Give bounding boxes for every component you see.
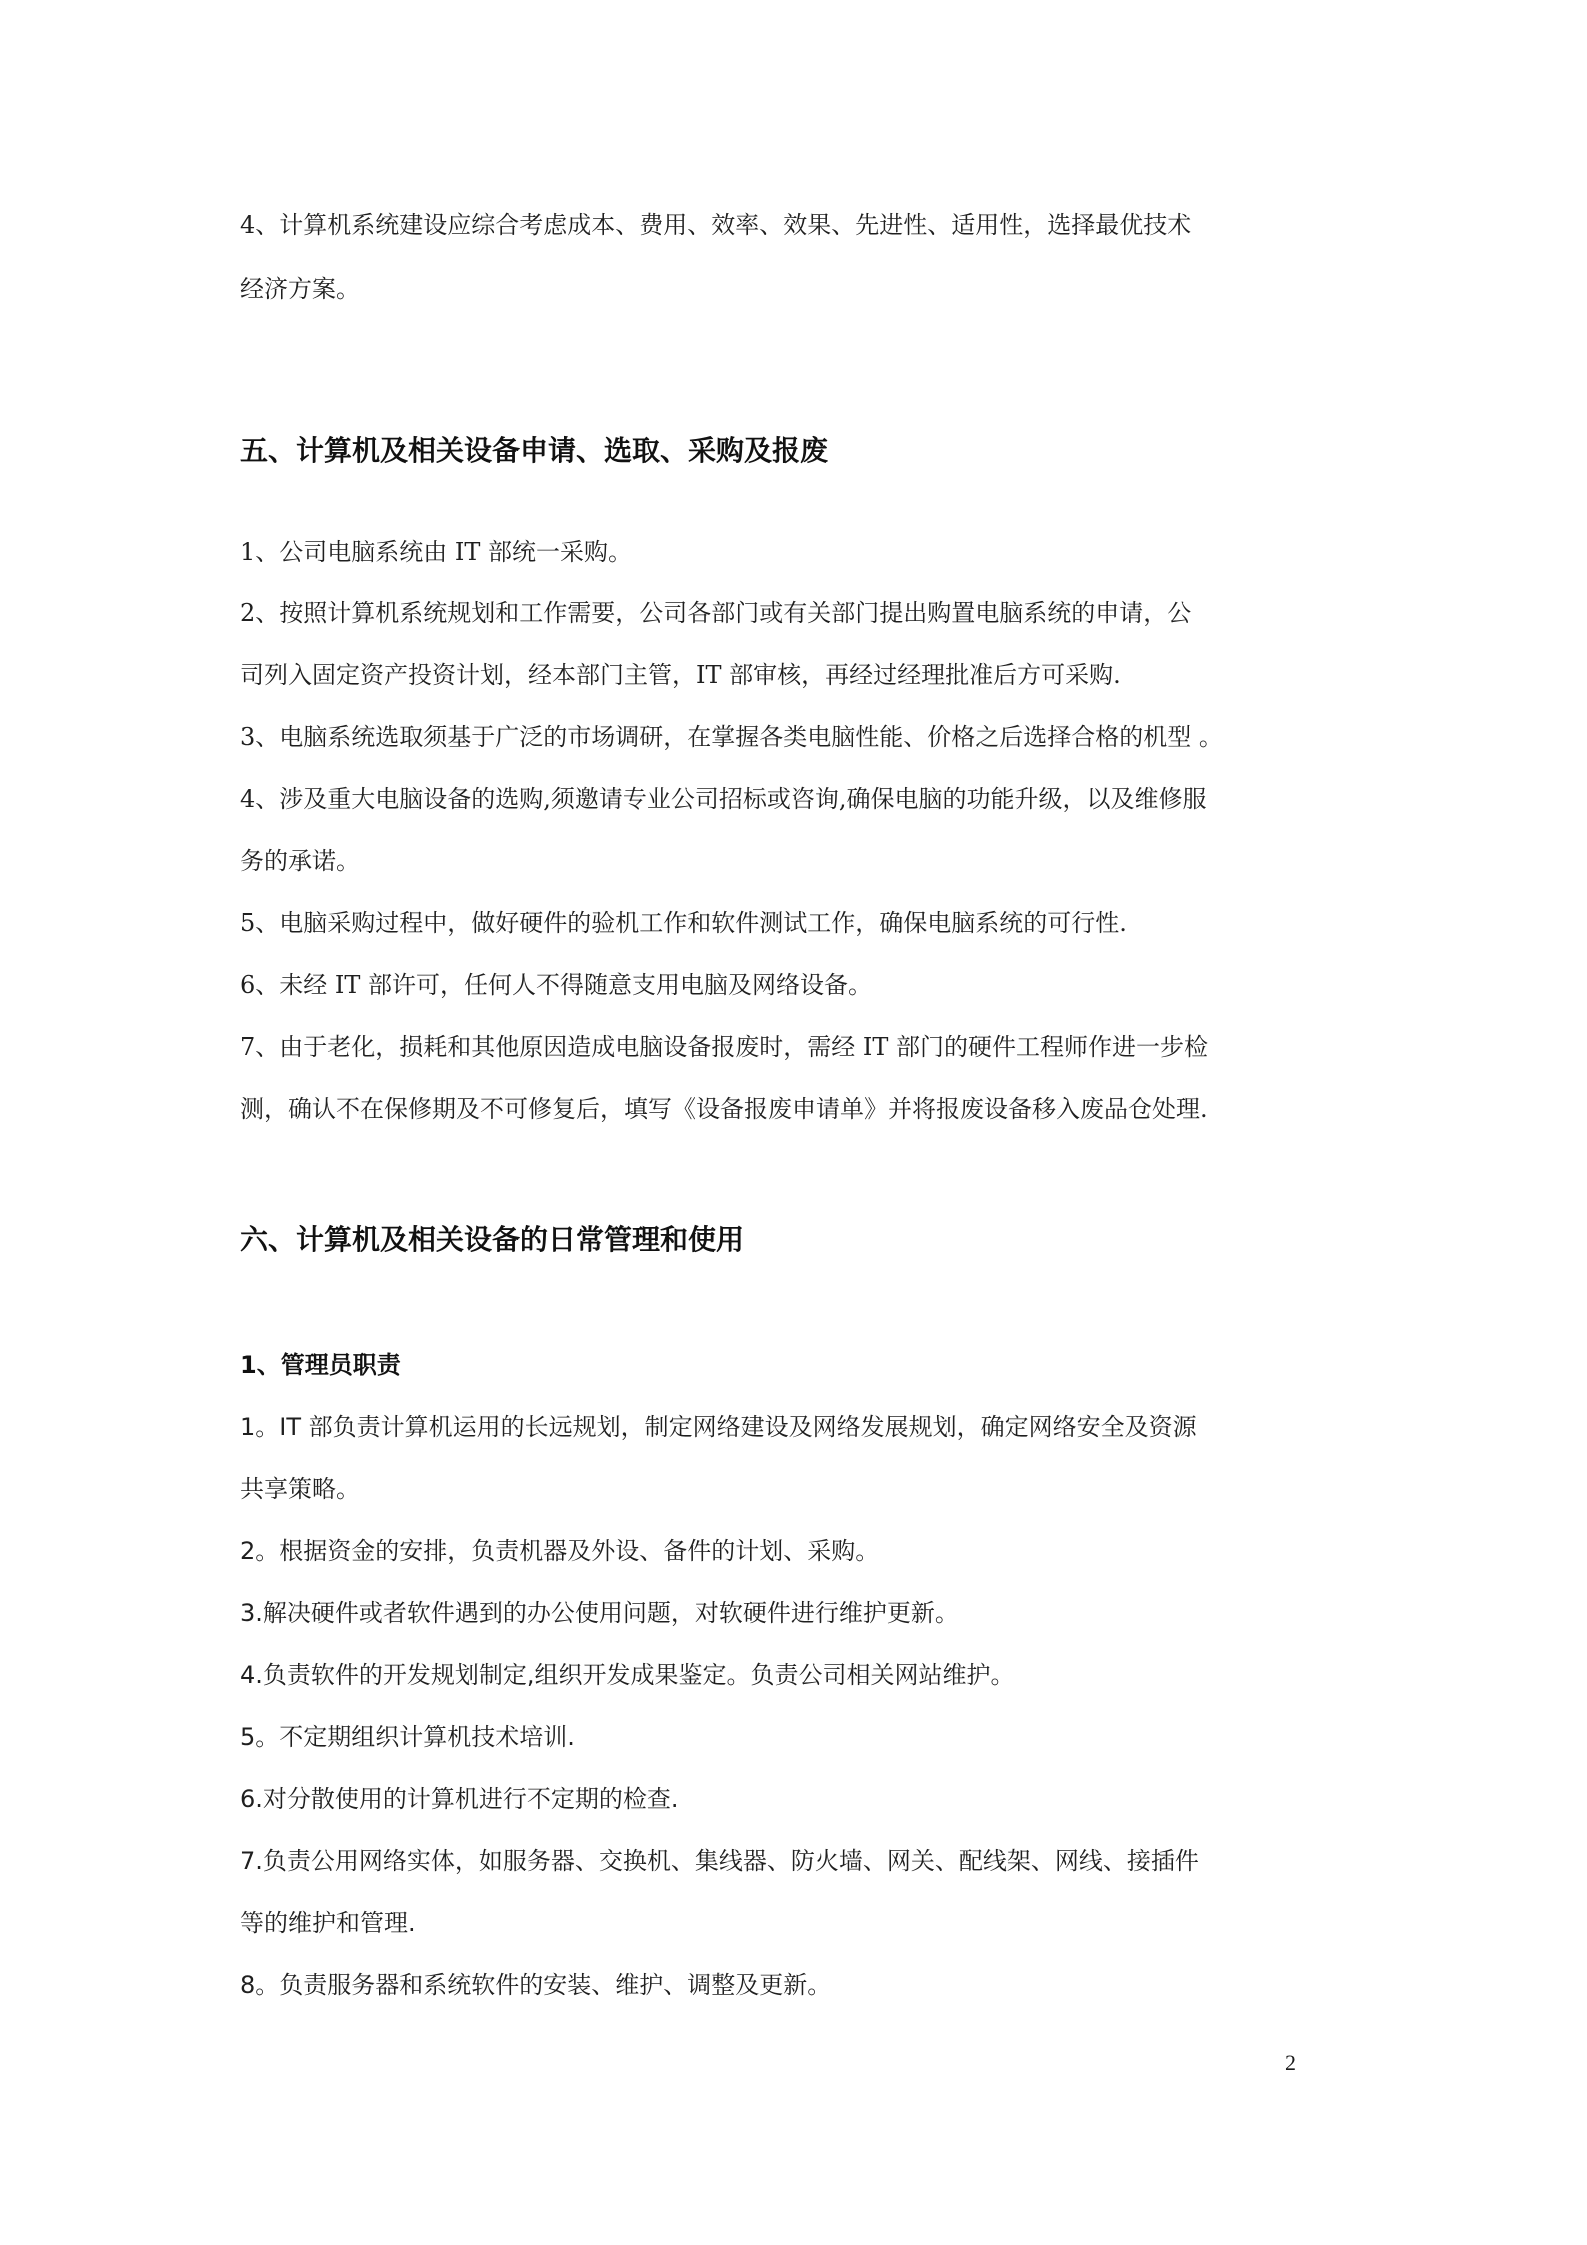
paragraph-line: 4、计算机系统建设应综合考虑成本、费用、效率、效果、先进性、适用性，选择最优技术 bbox=[240, 211, 1192, 239]
paragraph-line: 5、电脑采购过程中，做好硬件的验机工作和软件测试工作，确保电脑系统的可行性. bbox=[240, 909, 1127, 937]
paragraph-line: 1、公司电脑系统由 IT 部统一采购。 bbox=[240, 538, 633, 566]
paragraph-line: 2、按照计算机系统规划和工作需要，公司各部门或有关部门提出购置电脑系统的申请，公 bbox=[240, 599, 1192, 627]
paragraph-line: 等的维护和管理. bbox=[240, 1909, 416, 1937]
paragraph-line: 7、由于老化，损耗和其他原因造成电脑设备报废时，需经 IT 部门的硬件工程师作进一步检 bbox=[240, 1033, 1209, 1061]
paragraph-line: 2。根据资金的安排，负责机器及外设、备件的计划、采购。 bbox=[240, 1537, 880, 1565]
paragraph-line: 7.负责公用网络实体，如服务器、交换机、集线器、防火墙、网关、配线架、网线、接插件 bbox=[240, 1847, 1199, 1875]
paragraph-line: 务的承诺。 bbox=[240, 847, 360, 875]
paragraph-line: 5。不定期组织计算机技术培训. bbox=[240, 1723, 575, 1751]
paragraph-line: 司列入固定资产投资计划，经本部门主管，IT 部审核，再经过经理批准后方可采购. bbox=[240, 661, 1121, 689]
paragraph-line: 3.解决硬件或者软件遇到的办公使用问题，对软硬件进行维护更新。 bbox=[240, 1599, 959, 1627]
paragraph-line: 4.负责软件的开发规划制定,组织开发成果鉴定。负责公司相关网站维护。 bbox=[240, 1661, 1015, 1689]
paragraph-line: 4、涉及重大电脑设备的选购,须邀请专业公司招标或咨询,确保电脑的功能升级，以及维修服 bbox=[240, 785, 1207, 813]
paragraph-line: 1。IT 部负责计算机运用的长远规划，制定网络建设及网络发展规划，确定网络安全及资源 bbox=[240, 1413, 1197, 1441]
paragraph-line: 6.对分散使用的计算机进行不定期的检查. bbox=[240, 1785, 679, 1813]
paragraph-line: 共享策略。 bbox=[240, 1475, 360, 1503]
section-heading-6: 六、计算机及相关设备的日常管理和使用 bbox=[240, 1223, 745, 1256]
section-heading-5: 五、计算机及相关设备申请、选取、采购及报废 bbox=[240, 434, 829, 467]
paragraph-line: 6、未经 IT 部许可，任何人不得随意支用电脑及网络设备。 bbox=[240, 971, 873, 999]
paragraph-line: 3、电脑系统选取须基于广泛的市场调研，在掌握各类电脑性能、价格之后选择合格的机型 。 bbox=[240, 723, 1223, 751]
paragraph-line: 8。负责服务器和系统软件的安装、维护、调整及更新。 bbox=[240, 1971, 832, 1999]
subsection-heading: 1、管理员职责 bbox=[240, 1351, 401, 1379]
page-number: 2 bbox=[1285, 2050, 1296, 2075]
paragraph-line: 测，确认不在保修期及不可修复后，填写《设备报废申请单》并将报废设备移入废品仓处理. bbox=[240, 1095, 1208, 1123]
paragraph-line: 经济方案。 bbox=[240, 275, 360, 303]
